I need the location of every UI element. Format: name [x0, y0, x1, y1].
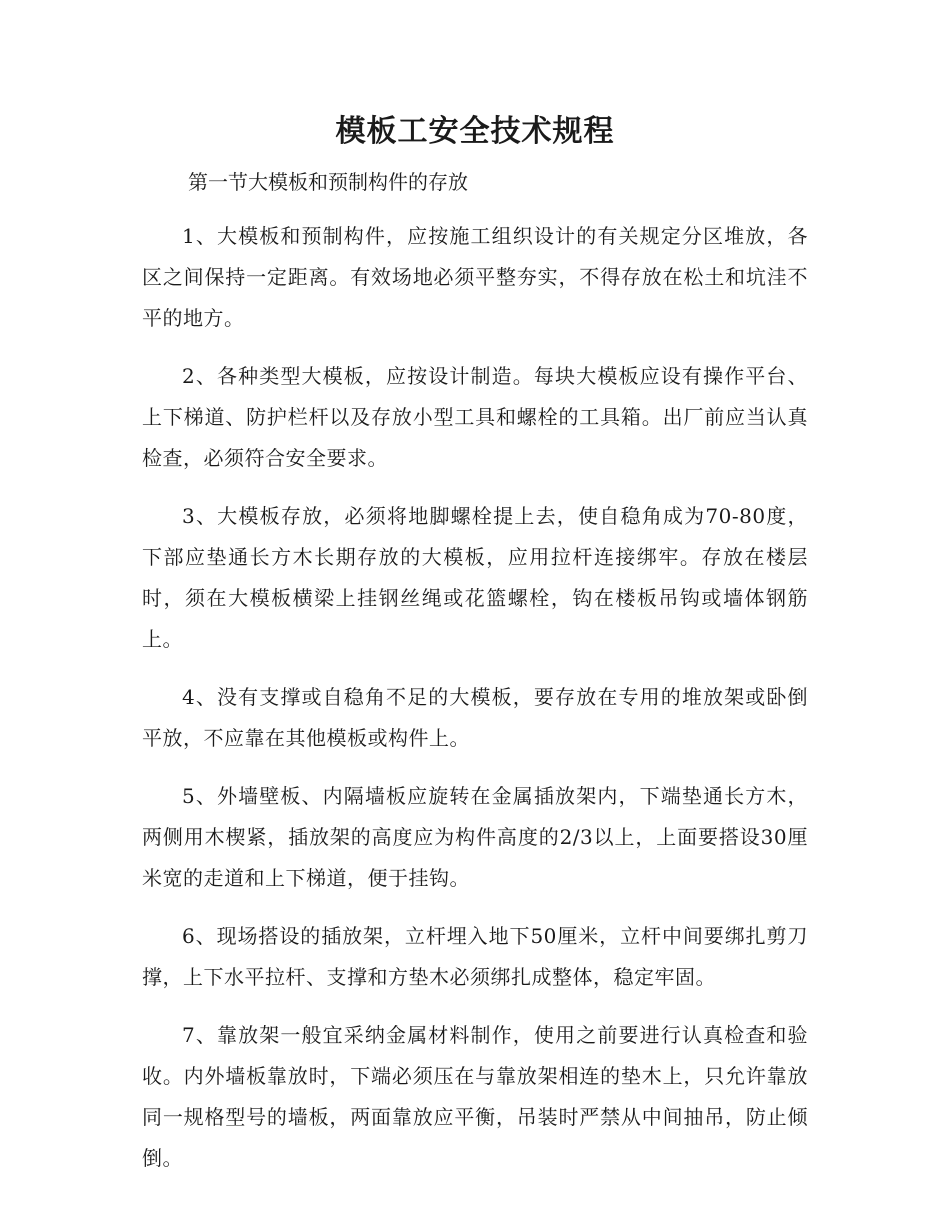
paragraph-5: 5、外墙壁板、内隔墙板应旋转在金属插放架内，下端垫通长方木，两侧用木楔紧，插放架的高度应为构件高度的2/3以上，上面要搭设30厘米宽的走道和上下梯道，便于挂钩。 [142, 784, 808, 890]
paragraph-1: 1、大模板和预制构件，应按施工组织设计的有关规定分区堆放，各区之间保持一定距离。有效场地必须平整夯实，不得存放在松土和坑洼不平的地方。 [142, 224, 808, 330]
section-heading: 第一节大模板和预制构件的存放 [188, 170, 468, 194]
paragraph-4: 4、没有支撑或自稳角不足的大模板，要存放在专用的堆放架或卧倒平放，不应靠在其他模板或构件上。 [142, 685, 808, 750]
document-title: 模板工安全技术规程 [335, 114, 615, 149]
paragraph-6: 6、现场搭设的插放架，立杆埋入地下50厘米，立杆中间要绑扎剪刀撑，上下水平拉杆、支撑和方垫木必须绑扎成整体，稳定牢固。 [142, 924, 808, 989]
paragraph-3: 3、大模板存放，必须将地脚螺栓提上去，使自稳角成为70-80度，下部应垫通长方木长期存放的大模板，应用拉杆连接绑牢。存放在楼层时，须在大模板横梁上挂钢丝绳或花篮螺栓，钩在楼板吊钩或墙体钢筋上。 [142, 504, 808, 651]
paragraph-2: 2、各种类型大模板，应按设计制造。每块大模板应设有操作平台、上下梯道、防护栏杆以及存放小型工具和螺栓的工具箱。出厂前应当认真检查，必须符合安全要求。 [142, 364, 808, 470]
paragraph-7: 7、靠放架一般宜采纳金属材料制作，使用之前要进行认真检查和验收。内外墙板靠放时，下端必须压在与靠放架相连的垫木上，只允许靠放同一规格型号的墙板，两面靠放应平衡，吊装时严禁从中间抽吊，防止倾倒。 [142, 1023, 808, 1170]
